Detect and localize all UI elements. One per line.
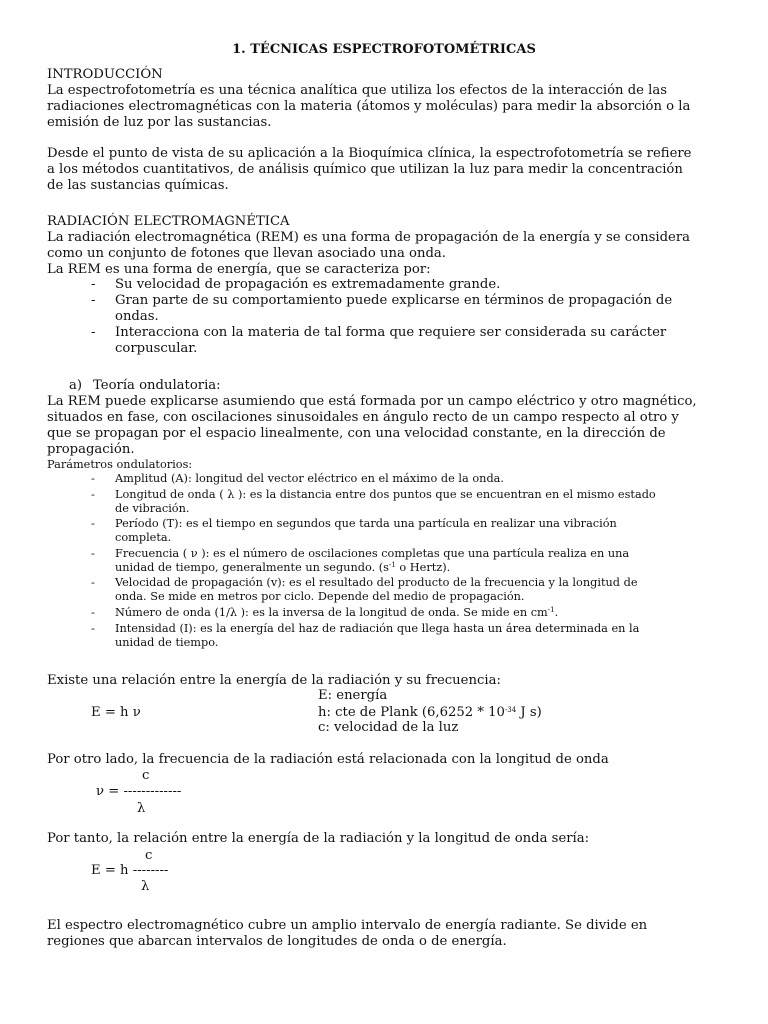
rem-bullet-text: ondas.: [115, 309, 159, 324]
bullet-dash: -: [91, 277, 96, 292]
rem-bullet-text: Su velocidad de propagación es extremadamente grande.: [115, 277, 501, 292]
bullet-dash: -: [91, 547, 95, 560]
param-text: Período (T): es el tiempo en segundos que tarda una partícula en realizar una vibración: [115, 517, 617, 530]
formula-denominator: λ: [141, 879, 150, 894]
bullet-dash: -: [91, 293, 96, 308]
formula-e-h-lambda: E = h --------: [91, 863, 169, 878]
param-text: de vibración.: [115, 502, 190, 515]
frecuencia-intro: Por otro lado, la frecuencia de la radiación está relacionada con la longitud de onda: [47, 752, 609, 767]
legend-plank: h: cte de Plank ($6,6252 * 10^{-34}$ J s): [318, 705, 542, 720]
formula-numerator: c: [142, 768, 150, 783]
bullet-dash: -: [91, 472, 95, 485]
param-text: Longitud de onda ( λ ): es la distancia entre dos puntos que se encuentran en el mismo estado: [115, 488, 656, 501]
bullet-dash: -: [91, 606, 95, 619]
relacion-intro: Por tanto, la relación entre la energía de la radiación y la longitud de onda sería:: [47, 831, 590, 846]
teoria-line: que se propagan por el espacio linealmente, con una velocidad constante, en la dirección de: [47, 426, 666, 441]
rem-bullet-text: corpuscular.: [115, 341, 198, 356]
bullet-dash: -: [91, 325, 96, 340]
legend-energia: E: energía: [318, 688, 388, 703]
bullet-dash: -: [91, 622, 95, 635]
intro-line: Desde el punto de vista de su aplicación a la Bioquímica clínica, la espectrofotometría se refiere: [47, 146, 692, 161]
rem-line: como un conjunto de fotones que llevan asociado una onda.: [47, 246, 446, 261]
espectro-line: El espectro electromagnético cubre un amplio intervalo de energía radiante. Se divide en: [47, 918, 648, 933]
intro-line: radiaciones electromagnéticas con la materia (átomos y moléculas) para medir la absorción o la: [47, 99, 691, 114]
formula-denominator: λ: [137, 801, 146, 816]
espectro-line: regiones que abarcan intervalos de longitudes de onda o de energía.: [47, 934, 507, 949]
formula-e-h-nu: E = h ν: [91, 705, 141, 720]
page-title: 1. TÉCNICAS ESPECTROFOTOMÉTRICAS: [232, 42, 536, 57]
energia-intro: Existe una relación entre la energía de la radiación y su frecuencia:: [47, 673, 501, 688]
rem-line: La REM es una forma de energía, que se caracteriza por:: [47, 262, 431, 277]
param-text: onda. Se mide en metros por ciclo. Depende del medio de propagación.: [115, 590, 525, 603]
list-label: a): [69, 378, 83, 393]
formula-numerator: c: [145, 848, 153, 863]
bullet-dash: -: [91, 576, 95, 589]
rem-line: La radiación electromagnética (REM) es una forma de propagación de la energía y se considera: [47, 230, 690, 245]
param-text: Intensidad (I): es la energía del haz de radiación que llega hasta un área determinada en la: [115, 622, 640, 635]
subsection-heading: Teoría ondulatoria:: [93, 378, 221, 393]
legend-luz: c: velocidad de la luz: [318, 720, 459, 735]
bullet-dash: -: [91, 517, 95, 530]
param-text: Número de onda (1/λ ): es la inversa de la longitud de onda. Se mide en $cm^{-1}$.: [115, 606, 559, 619]
formula-nu: ν = -------------: [96, 784, 182, 799]
param-text: unidad de tiempo, generalmente un segundo. ($s^{-1}$ o Hertz).: [115, 561, 451, 574]
bullet-dash: -: [91, 488, 95, 501]
param-text: Velocidad de propagación (v): es el resultado del producto de la frecuencia y la longitud de: [115, 576, 638, 589]
section-heading-radiacion: RADIACIÓN ELECTROMAGNÉTICA: [47, 214, 290, 229]
teoria-line: La REM puede explicarse asumiendo que está formada por un campo eléctrico y otro magnético,: [47, 394, 697, 409]
intro-line: a los métodos cuantitativos, de análisis químico que utilizan la luz para medir la concentración: [47, 162, 683, 177]
teoria-line: situados en fase, con oscilaciones sinusoidales en ángulo recto de un campo respecto al otro y: [47, 410, 679, 425]
teoria-line: propagación.: [47, 442, 135, 457]
section-heading-introduccion: INTRODUCCIÓN: [47, 67, 163, 82]
intro-line: de las sustancias químicas.: [47, 178, 229, 193]
intro-line: La espectrofotometría es una técnica analítica que utiliza los efectos de la interacción de las: [47, 83, 668, 98]
param-text: Amplitud (A): longitud del vector eléctrico en el máximo de la onda.: [115, 472, 504, 485]
param-text: unidad de tiempo.: [115, 636, 219, 649]
rem-bullet-text: Gran parte de su comportamiento puede explicarse en términos de propagación de: [115, 293, 673, 308]
rem-bullet-text: Interacciona con la materia de tal forma que requiere ser considerada su carácter: [115, 325, 667, 340]
params-heading: Parámetros ondulatorios:: [47, 458, 193, 471]
param-text: completa.: [115, 531, 172, 544]
intro-line: emisión de luz por las sustancias.: [47, 115, 272, 130]
param-text: Frecuencia ( ν ): es el número de oscilaciones completas que una partícula realiza en una: [115, 547, 630, 560]
